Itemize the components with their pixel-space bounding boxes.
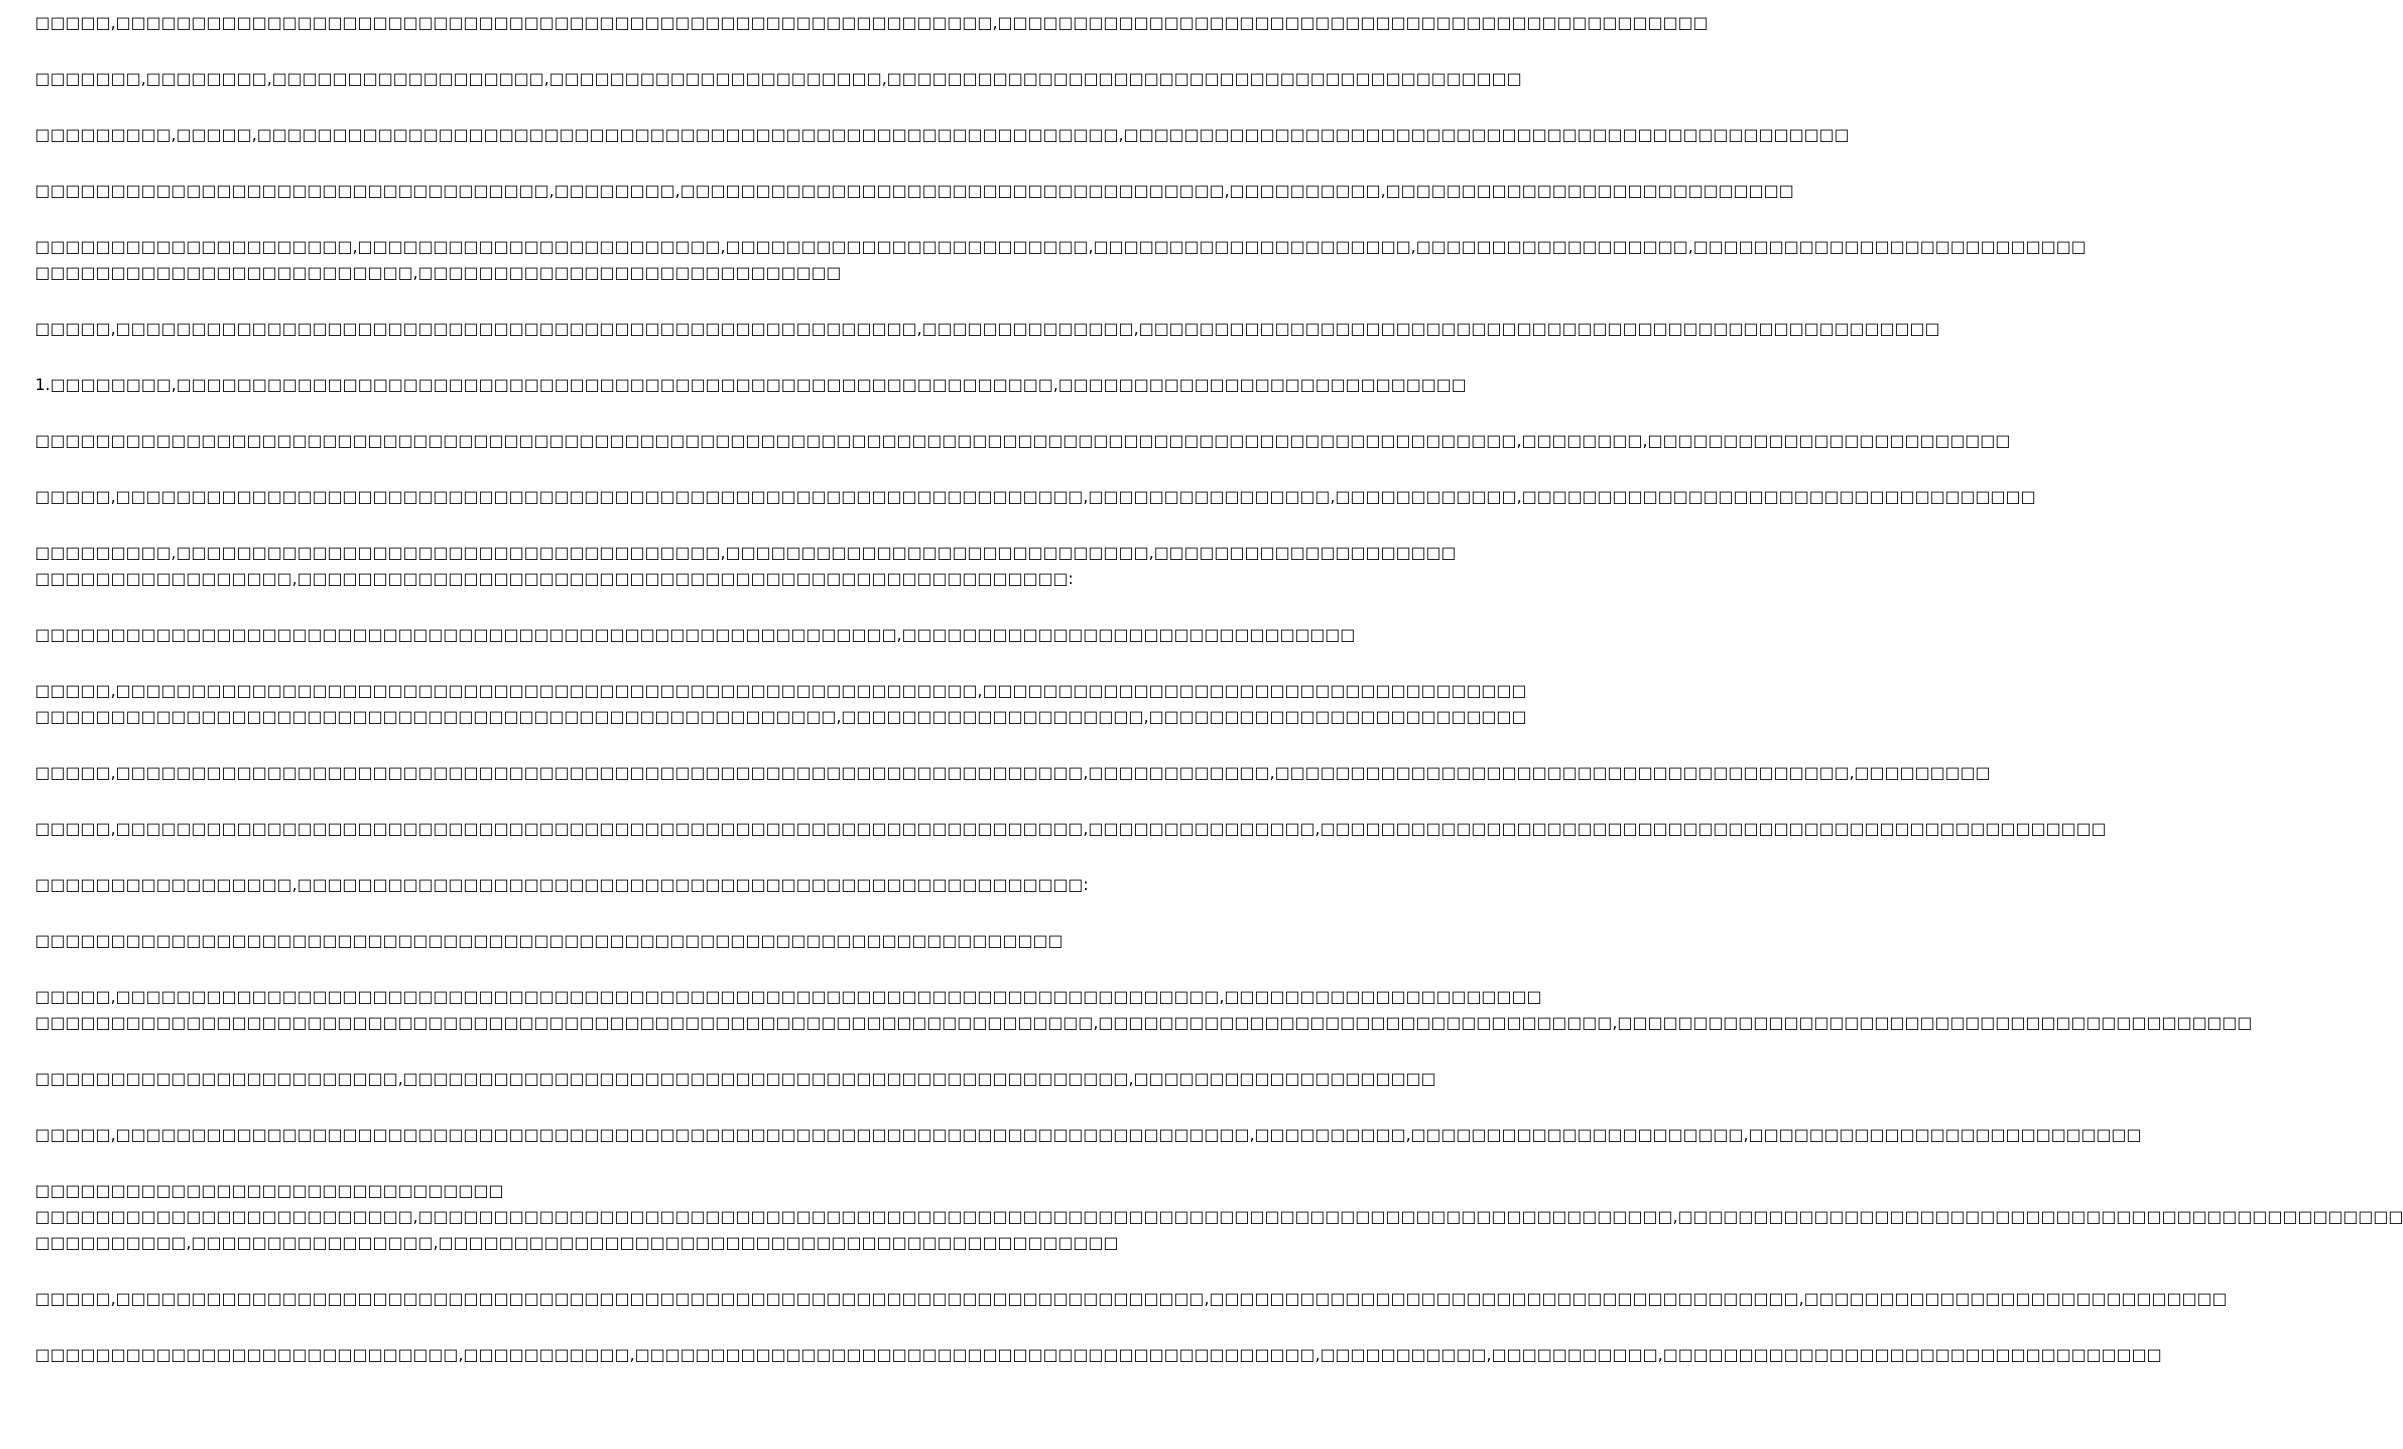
paragraph-spacer [35,842,990,872]
text-line: □□□□□□□□□□□□□□□□□□□□□□□□□□□□□□□□□□□□□□□□□□□□□□□□□□□□□□□□□□□□□□□□□□□□□□□□□□□□□□□□□□□□□□□□□□□□□□□□□□,□□□□□□□□,□□□□□□□□□□□□□□□□□□□□□□□□ [35,431,2011,450]
paragraph-spacer [35,1092,990,1122]
text-line: □□□□□,□□□□□□□□□□□□□□□□□□□□□□□□□□□□□□□□□□□□□□□□□□□□□□□□□□□□□□□□□□□□□□□□,□□□□□□□□□□□□□□□□,□□□□□□□□□□□□,□□□□□□□□□□□□□□□□□□□□□□□□□□□□□□□□□□ [35,487,2036,506]
text-line: □□□□□□□□□,□□□□□□□□□□□□□□□□□□□□□□□□□□□□□□□□□□□□,□□□□□□□□□□□□□□□□□□□□□□□□□□□□,□□□□□□□□□□□□□□□□□□□□ [35,543,1457,562]
text-line: □□□□□□□□□□□□□□□□□□□□□□□□,□□□□□□□□□□□□□□□□□□□□□□□□□□□□□□□□□□□□□□□□□□□□□□□□,□□□□□□□□□□□□□□□□□□□□ [35,1069,1436,1088]
paragraph-spacer [35,510,990,540]
paragraph [35,928,1063,954]
text-line: □□□□□□□□□□□□□□□□□□□□□□□□□□□□□□□□□□,□□□□□□□□,□□□□□□□□□□□□□□□□□□□□□□□□□□□□□□□□□□□□,□□□□□□□□□□,□□□□□□□□□□□□□□□□□□□□□□□□□□□ [35,181,1794,200]
text-line: □□□□□□□□□,□□□□□,□□□□□□□□□□□□□□□□□□□□□□□□□□□□□□□□□□□□□□□□□□□□□□□□□□□□□□□□□,□□□□□□□□□□□□□□□□□□□□□□□□□□□□□□□□□□□□□□□□□□□□□□□□ [35,125,1850,144]
paragraph-spacer [35,1312,990,1342]
paragraph-spacer [35,148,990,178]
paragraph-spacer [35,92,990,122]
paragraph [35,1066,1436,1092]
paragraph [35,760,1991,786]
paragraph [35,122,1850,148]
paragraph-spacer [35,286,990,316]
text-line: □□□□□,□□□□□□□□□□□□□□□□□□□□□□□□□□□□□□□□□□□□□□□□□□□□□□□□□□□□□□□□□□□□□□□□,□□□□□□□□□□□□□□□,□□□□□□□□□□□□□□□□□□□□□□□□□□□□□□□□□□□□□□□□□□□□□□□□□□□□ [35,819,2107,838]
paragraph [35,1122,2142,1148]
paragraph [35,872,1089,898]
paragraph [35,316,1940,342]
text-line: □□□□□□□,□□□□□□□□,□□□□□□□□□□□□□□□□□□,□□□□□□□□□□□□□□□□□□□□□□,□□□□□□□□□□□□□□□□□□□□□□□□□□□□□□□□□□□□□□□□□□ [35,69,1522,88]
paragraph-spacer [35,1256,990,1286]
text-line: □□□□□□□□□□□□□□□□□□□□□□□□□□□□□□□□□□□□□□□□□□□□□□□□□□□□□□□□□□□□□□□□□□□□ [35,931,1063,950]
text-line: □□□□□□□□□□□□□□□□□□□□□□□□□□□□□□□□□□□□□□□□□□□□□□□□□□□□□,□□□□□□□□□□□□□□□□□□□□,□□□□□□□□□□□□□□□□□□□□□□□□□ [35,707,1527,726]
paragraph [35,234,2087,286]
paragraph [35,178,1794,204]
paragraph [35,428,2011,454]
text-line: □□□□□,□□□□□□□□□□□□□□□□□□□□□□□□□□□□□□□□□□□□□□□□□□□□□□□□□□□□□□□□□□□□□□□□□□□□□□□□,□□□□□□□□□□□□□□□□□□□□□□□□□□□□□□□□□□□□□□□,□□□□□□□□□□□□□□□□□□□□□□□□□□□□ [35,1289,2228,1308]
text-line: 1.□□□□□□□□,□□□□□□□□□□□□□□□□□□□□□□□□□□□□□□□□□□□□□□□□□□□□□□□□□□□□□□□□□□,□□□□□□□□□□□□□□□□□□□□□□□□□□□ [35,375,1467,394]
paragraph [35,66,1522,92]
text-line: □□□□□,□□□□□□□□□□□□□□□□□□□□□□□□□□□□□□□□□□□□□□□□□□□□□□□□□□□□□,□□□□□□□□□□□□□□,□□□□□□□□□□□□□□□□□□□□□□□□□□□□□□□□□□□□□□□□□□□□□□□□□□□□□ [35,319,1940,338]
text-line: □□□□□□□□□□□□□□□□□□□□□□□□□□□□□□□□□□□□□□□□□□□□□□□□□□□□□□□□□□□□□□□□□□□□□□,□□□□□□□□□□□□□□□□□□□□□□□□□□□□□□□□□□,□□□□□□□□□□□□□□□□□□□□□□□□□□□□□□□□□□□□□□□□□□ [35,1013,2253,1032]
paragraph-spacer [35,954,990,984]
paragraph-spacer [35,592,990,622]
text-line: □□□□□,□□□□□□□□□□□□□□□□□□□□□□□□□□□□□□□□□□□□□□□□□□□□□□□□□□□□□□□□□□□□□□□□□□□□□□□□□□□,□□□□□□□□□□,□□□□□□□□□□□□□□□□□□□□□□,□□□□□□□□□□□□□□□□□□□□□□□□□□ [35,1125,2142,1144]
paragraph [35,10,1709,36]
text-line: □□□□□□□□□□□□□□□□□□□□□□□□□□□□□□□□□□□□□□□□□□□□□□□□□□□□□□□□□,□□□□□□□□□□□□□□□□□□□□□□□□□□□□□□ [35,625,1356,644]
paragraph [35,622,1356,648]
text-line: □□□□□□□□□□□□□□□□□,□□□□□□□□□□□□□□□□□□□□□□□□□□□□□□□□□□□□□□□□□□□□□□□□□□□□: [35,875,1089,894]
text-line: □□□□□,□□□□□□□□□□□□□□□□□□□□□□□□□□□□□□□□□□□□□□□□□□□□□□□□□□□□□□□□□,□□□□□□□□□□□□□□□□□□□□□□□□□□□□□□□□□□□□ [35,681,1527,700]
paragraph-spacer [35,398,990,428]
paragraph-spacer [35,786,990,816]
paragraph-spacer [35,204,990,234]
text-line: □□□□□,□□□□□□□□□□□□□□□□□□□□□□□□□□□□□□□□□□□□□□□□□□□□□□□□□□□□□□□□□□□□□□□□□□□□□□□□□,□□□□□□□□□□□□□□□□□□□□□ [35,987,1542,1006]
text-line: □□□□□□□□□□□□□□□□□□□□□□□□□□□□,□□□□□□□□□□□,□□□□□□□□□□□□□□□□□□□□□□□□□□□□□□□□□□□□□□□□□□□□□,□□□□□□□□□□□,□□□□□□□□□□□,□□□□□□□□□□□□□□□□□□□□□□□□□□□□□□□□□ [35,1345,2162,1364]
text-line: □□□□□,□□□□□□□□□□□□□□□□□□□□□□□□□□□□□□□□□□□□□□□□□□□□□□□□□□□□□□□□□□□□□□□□,□□□□□□□□□□□□,□□□□□□□□□□□□□□□□□□□□□□□□□□□□□□□□□□□□□□,□□□□□□□□□ [35,763,1991,782]
text-line: □□□□□□□□□□,□□□□□□□□□□□□□□□□,□□□□□□□□□□□□□□□□□□□□□□□□□□□□□□□□□□□□□□□□□□□□□ [35,1233,1119,1252]
paragraph [35,540,1457,592]
text-line: □□□□□□□□□□□□□□□□□□□□□□□□□,□□□□□□□□□□□□□□□□□□□□□□□□□□□□□□□□□□□□□□□□□□□□□□□□□□□□□□□□□□□□□□□□□□□□□□□□□□□□□□□□□□□,□□□□□□□□□□□□□□□□□□□□□□□□□□□□□□□□□□□□□□□□□□□□□□□□ [35,1207,2403,1226]
paragraph-spacer [35,454,990,484]
paragraph-spacer [35,1036,990,1066]
paragraph [35,484,2036,510]
text-line: □□□□□□□□□□□□□□□□□□□□□□□□□,□□□□□□□□□□□□□□□□□□□□□□□□□□□□ [35,263,842,282]
paragraph-spacer [35,36,990,66]
text-line: □□□□□,□□□□□□□□□□□□□□□□□□□□□□□□□□□□□□□□□□□□□□□□□□□□□□□□□□□□□□□□□□,□□□□□□□□□□□□□□□□□□□□□□□□□□□□□□□□□□□□□□□□□□□□□□□ [35,13,1709,32]
paragraph [35,372,1467,398]
document-body [35,10,2403,1368]
paragraph [35,984,2253,1036]
text-line: □□□□□□□□□□□□□□□□□,□□□□□□□□□□□□□□□□□□□□□□□□□□□□□□□□□□□□□□□□□□□□□□□□□□□: [35,569,1074,588]
text-line: □□□□□□□□□□□□□□□□□□□□□□□□□□□□□□□ [35,1181,504,1200]
paragraph [35,1286,2228,1312]
paragraph-spacer [35,1148,990,1178]
paragraph [35,678,1527,730]
paragraph [35,816,2107,842]
paragraph-spacer [35,898,990,928]
paragraph-spacer [35,342,990,372]
text-line: □□□□□□□□□□□□□□□□□□□□□,□□□□□□□□□□□□□□□□□□□□□□□□,□□□□□□□□□□□□□□□□□□□□□□□□,□□□□□□□□□□□□□□□□□□□□□,□□□□□□□□□□□□□□□□□□,□□□□□□□□□□□□□□□□□□□□□□□□□□ [35,237,2087,256]
paragraph-spacer [35,648,990,678]
paragraph [35,1342,2162,1368]
paragraph [35,1178,2403,1256]
paragraph-spacer [35,730,990,760]
